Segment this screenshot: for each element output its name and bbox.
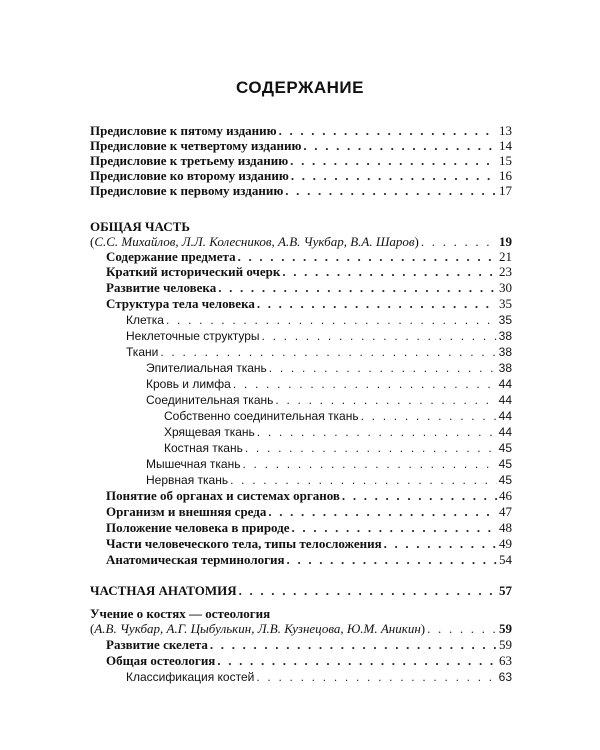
toc-entry[interactable] bbox=[146, 473, 512, 487]
toc-label: Предисловие к четвертому изданию bbox=[90, 138, 302, 153]
leader-dots bbox=[245, 441, 497, 455]
leader-dots bbox=[269, 361, 497, 375]
toc-label: Предисловие к первому изданию bbox=[90, 183, 284, 198]
toc-entry[interactable] bbox=[164, 409, 512, 423]
toc-entry[interactable] bbox=[164, 425, 512, 439]
authors-text: С.С. Михайлов, Л.Л. Колесников, А.В. Чукбар, В.А. Шаров bbox=[94, 234, 415, 249]
toc-label: Понятие об органах и системах органов bbox=[106, 488, 340, 503]
toc-label: Общая остеология bbox=[106, 653, 216, 668]
toc-label: Развитие человека bbox=[106, 280, 217, 295]
toc-label: Предисловие к пятому изданию bbox=[90, 123, 277, 138]
leader-dots bbox=[421, 235, 497, 249]
subsection-heading-osteology: Учение о костях — остеология bbox=[90, 606, 271, 621]
leader-dots bbox=[210, 638, 497, 652]
toc-page: 49 bbox=[499, 536, 512, 551]
toc-entry[interactable] bbox=[106, 265, 512, 279]
toc-page: 54 bbox=[499, 552, 512, 567]
toc-page: 44 bbox=[498, 377, 512, 391]
leader-dots bbox=[230, 473, 497, 487]
leader-dots bbox=[218, 281, 497, 295]
leader-dots bbox=[342, 489, 497, 503]
toc-label: Соединительная ткань bbox=[146, 393, 274, 407]
leader-dots bbox=[242, 457, 496, 471]
toc-page: 44 bbox=[498, 409, 512, 423]
toc-entry[interactable] bbox=[146, 393, 512, 407]
toc-entry[interactable] bbox=[106, 654, 512, 668]
leader-dots bbox=[268, 505, 497, 519]
toc-entry[interactable] bbox=[126, 313, 512, 327]
leader-dots bbox=[361, 409, 497, 423]
toc-entry[interactable] bbox=[146, 457, 512, 471]
section-heading-special: ЧАСТНАЯ АНАТОМИЯ bbox=[90, 583, 237, 598]
toc-label: Эпителиальная ткань bbox=[146, 361, 267, 375]
toc-entry[interactable] bbox=[146, 361, 512, 375]
leader-dots bbox=[233, 377, 497, 391]
leader-dots bbox=[427, 622, 497, 636]
leader-dots bbox=[166, 313, 497, 327]
toc-label: Краткий исторический очерк bbox=[106, 264, 281, 279]
leader-dots bbox=[262, 329, 497, 343]
toc-page: 17 bbox=[499, 183, 512, 198]
toc-page: 45 bbox=[498, 457, 512, 471]
toc-page: 35 bbox=[499, 296, 512, 311]
leader-dots bbox=[257, 425, 497, 439]
leader-dots bbox=[279, 124, 497, 138]
toc-entry[interactable] bbox=[106, 638, 512, 652]
toc-page: 30 bbox=[499, 280, 512, 295]
toc-label: Классификация костей bbox=[126, 670, 255, 684]
leader-dots bbox=[290, 154, 497, 168]
leader-dots bbox=[275, 393, 496, 407]
toc-page: 14 bbox=[499, 138, 512, 153]
toc-label: Кровь и лимфа bbox=[146, 377, 231, 391]
toc-page: 45 bbox=[498, 473, 512, 487]
authors-text: А.В. Чукбар, А.Г. Цыбулькин, Л.В. Кузнецова, Ю.М. Аникин bbox=[94, 621, 421, 636]
toc-page: 48 bbox=[499, 520, 512, 535]
leader-dots bbox=[257, 297, 497, 311]
leader-dots bbox=[256, 670, 496, 684]
toc-label: Ткани bbox=[126, 345, 159, 359]
toc-page: 38 bbox=[498, 345, 512, 359]
toc-label: Развитие скелета bbox=[106, 637, 208, 652]
toc-entry[interactable] bbox=[106, 505, 512, 519]
toc-entry[interactable] bbox=[106, 489, 512, 503]
toc-entry[interactable] bbox=[106, 537, 512, 551]
toc-entry-preface-2[interactable] bbox=[90, 169, 512, 183]
toc-entry[interactable] bbox=[106, 521, 512, 535]
leader-dots bbox=[291, 169, 497, 183]
toc-label: Предисловие ко второму изданию bbox=[90, 168, 289, 183]
toc-entry[interactable] bbox=[106, 250, 512, 264]
toc-entry[interactable] bbox=[126, 345, 512, 359]
toc-label: Организм и внешняя среда bbox=[106, 504, 267, 519]
toc-entry[interactable] bbox=[126, 329, 512, 343]
toc-label: Костная ткань bbox=[164, 441, 243, 455]
toc-entry-preface-5[interactable] bbox=[90, 124, 512, 138]
toc-label: Нервная ткань bbox=[146, 473, 229, 487]
toc-label: Содержание предмета bbox=[106, 249, 236, 264]
leader-dots bbox=[238, 250, 497, 264]
toc-entry-special-authors[interactable] bbox=[90, 622, 512, 636]
toc-page: 63 bbox=[498, 670, 512, 684]
leader-dots bbox=[384, 537, 497, 551]
leader-dots bbox=[292, 521, 497, 535]
toc-page: 59 bbox=[499, 637, 512, 652]
toc-label: Клетка bbox=[126, 313, 164, 327]
toc-entry-preface-4[interactable] bbox=[90, 139, 512, 153]
toc-entry[interactable] bbox=[106, 553, 512, 567]
toc-page: 16 bbox=[499, 168, 512, 183]
toc-entry-special[interactable] bbox=[90, 584, 512, 598]
toc-entry[interactable] bbox=[164, 441, 512, 455]
toc-page: 45 bbox=[498, 441, 512, 455]
toc-label: Хрящевая ткань bbox=[164, 425, 255, 439]
toc-page: 44 bbox=[498, 425, 512, 439]
toc-label: Мышечная ткань bbox=[146, 457, 241, 471]
toc-entry[interactable] bbox=[126, 670, 512, 684]
toc-page: 19 bbox=[499, 234, 512, 249]
toc-label: Структура тела человека bbox=[106, 296, 255, 311]
toc-page: 21 bbox=[499, 249, 512, 264]
toc-entry-general-authors[interactable] bbox=[90, 235, 512, 249]
leader-dots bbox=[303, 139, 497, 153]
toc-entry-preface-1[interactable] bbox=[90, 184, 512, 198]
toc-page: 23 bbox=[499, 264, 512, 279]
leader-dots bbox=[160, 345, 496, 359]
toc-page: 63 bbox=[499, 653, 512, 668]
toc-page: 13 bbox=[499, 123, 512, 138]
leader-dots bbox=[217, 654, 497, 668]
toc-entry-preface-3[interactable] bbox=[90, 154, 512, 168]
toc-label: Неклеточные структуры bbox=[126, 329, 260, 343]
leader-dots bbox=[285, 184, 497, 198]
toc-label: Предисловие к третьему изданию bbox=[90, 153, 289, 168]
toc-page: 15 bbox=[499, 153, 512, 168]
toc-label: Положение человека в природе bbox=[106, 520, 290, 535]
toc-page: 44 bbox=[498, 393, 512, 407]
page-title: СОДЕРЖАНИЕ bbox=[236, 78, 364, 97]
toc-label: Собственно соединительная ткань bbox=[164, 409, 359, 423]
section-heading-general: ОБЩАЯ ЧАСТЬ bbox=[90, 219, 190, 234]
toc-label: Анатомическая терминология bbox=[106, 552, 285, 567]
toc-entry[interactable] bbox=[106, 281, 512, 295]
leader-dots bbox=[239, 584, 497, 598]
toc-page: 46 bbox=[499, 488, 512, 503]
toc-label: Части человеческого тела, типы телосложения bbox=[106, 536, 382, 551]
toc-entry[interactable] bbox=[146, 377, 512, 391]
leader-dots bbox=[287, 553, 497, 567]
toc-page: 38 bbox=[498, 329, 512, 343]
toc-page: 38 bbox=[498, 361, 512, 375]
leader-dots bbox=[282, 265, 497, 279]
toc-entry[interactable] bbox=[106, 297, 512, 311]
toc-page: 47 bbox=[499, 504, 512, 519]
toc-page: 57 bbox=[499, 583, 512, 598]
authors-line: (С.С. Михайлов, Л.Л. Колесников, А.В. Чукбар, В.А. Шаров) bbox=[90, 234, 419, 249]
authors-line: (А.В. Чукбар, А.Г. Цыбулькин, Л.В. Кузнецова, Ю.М. Аникин) bbox=[90, 621, 426, 636]
toc-page: 35 bbox=[498, 313, 512, 327]
toc-page: 59 bbox=[499, 621, 512, 636]
